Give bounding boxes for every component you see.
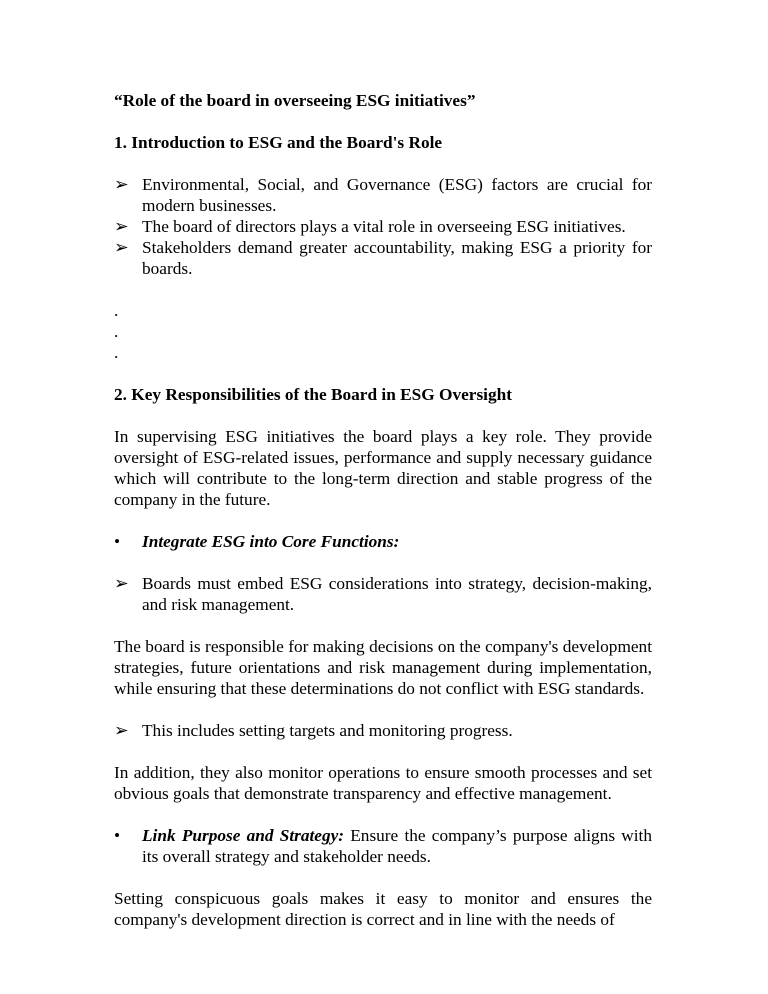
section-2-heading: 2. Key Responsibilities of the Board in ESG Oversight [114,385,512,404]
arrow-bullet-icon: ➢ [114,721,129,740]
dot-bullet-icon: • [114,532,121,551]
item-1-arrow-list [114,573,652,615]
section-2-intro: In supervising ESG initiatives the board plays a key role. They provide oversight of ESG-related issues, performance and supply necessary guidance which will contribute to the long-term direction and stable progress of the company in the future. [114,427,652,509]
item-1-title: Integrate ESG into Core Functions: [142,532,400,551]
decisions-paragraph: The board is responsible for making decisions on the company's development strategies, future orientations and risk management during implementation, while ensuring that these determinations do not conflict with ESG standards. [114,637,652,698]
document-title: “Role of the board in overseeing ESG initiatives” [114,91,476,110]
list-item [114,216,652,237]
list-item [114,174,652,216]
list-item-text: Environmental, Social, and Governance (ESG) factors are crucial for modern businesses. [142,175,652,215]
list-item [114,573,652,615]
list-item-text: Stakeholders demand greater accountability, making ESG a priority for boards. [142,238,652,278]
list-item [114,531,652,552]
item-2-title: Link Purpose and Strategy: [142,826,345,845]
item-2-list [114,825,652,867]
monitor-paragraph: In addition, they also monitor operations to ensure smooth processes and set obvious goals that demonstrate transparency and effective management. [114,763,652,803]
item-1-list [114,531,652,552]
list-item [114,720,652,741]
list-item-text: The board of directors plays a vital role in overseeing ESG initiatives. [142,217,626,236]
document-body [114,90,652,930]
arrow-bullet-icon: ➢ [114,217,129,236]
dot-line: . [114,343,119,362]
section-1-bullet-list [114,174,652,279]
dot-line: . [114,322,119,341]
arrow-bullet-icon: ➢ [114,238,129,257]
targets-list [114,720,652,741]
goals-paragraph: Setting conspicuous goals makes it easy to monitor and ensures the company's development direction is correct and in line with the needs of [114,889,652,929]
arrow-bullet-icon: ➢ [114,574,129,593]
list-item [114,825,652,867]
list-item-text: Boards must embed ESG considerations into strategy, decision-making, and risk management. [142,574,652,614]
dot-bullet-icon: • [114,826,121,845]
dot-line: . [114,301,119,320]
section-1-heading: 1. Introduction to ESG and the Board's Role [114,133,443,152]
arrow-bullet-icon: ➢ [114,175,129,194]
item-2-text: Ensure the company’s purpose aligns with its overall strategy and stakeholder needs. [142,826,652,866]
list-item-text: This includes setting targets and monitoring progress. [142,721,513,740]
list-item [114,237,652,279]
ellipsis-dots [114,300,652,363]
